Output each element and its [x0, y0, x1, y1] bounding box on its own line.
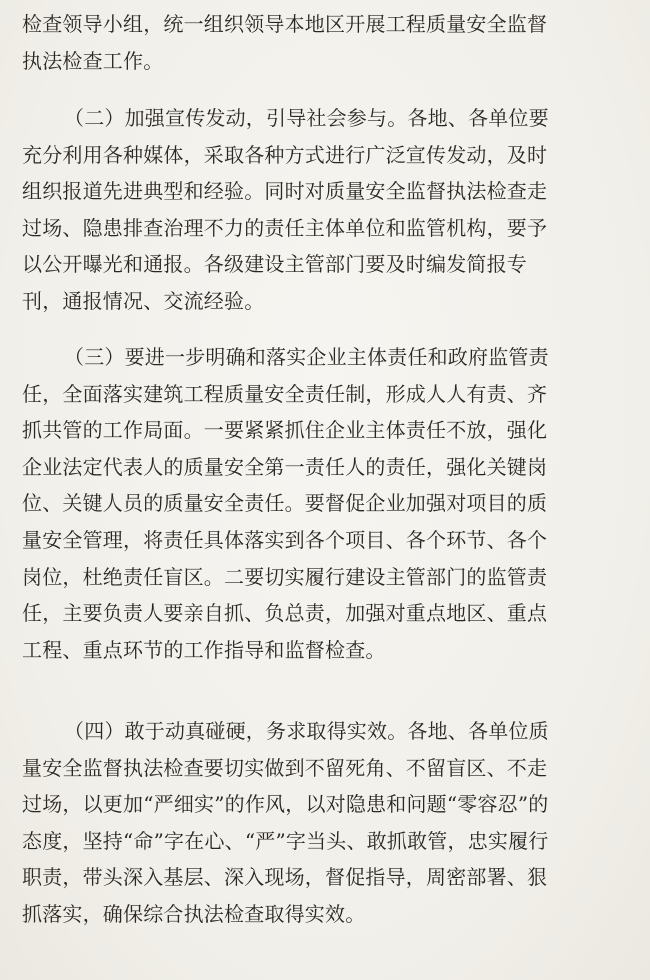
section-3-heading-line: （三）要进一步明确和落实企业主体责任和政府监管责 — [64, 345, 549, 369]
text-line: 以公开曝光和通报。各级建设主管部门要及时编发简报专 — [22, 252, 527, 277]
text-line: 执法检查工作。 — [22, 48, 164, 73]
section-4-paragraph — [22, 713, 622, 933]
intro-paragraph — [22, 6, 622, 79]
section-2-heading-line: （二）加强宣传发动，引导社会参与。各地、各单位要 — [64, 106, 549, 130]
text-line: 工程、重点环节的工作指导和监督检查。 — [22, 637, 386, 662]
text-line: 位、关键人员的质量安全责任。要督促企业加强对项目的质 — [22, 491, 548, 516]
text-line: 任，主要负责人要亲自抓、负总责，加强对重点地区、重点 — [22, 601, 548, 626]
text-line: 态度，坚持“命”字在心、“严”字当头、敢抓敢管，忠实履行 — [22, 828, 549, 853]
text-line: 任，全面落实建筑工程质量安全责任制，形成人人有责、齐 — [22, 381, 548, 406]
text-line: 职责，带头深入基层、深入现场，督促指导，周密部署、狠 — [22, 865, 548, 890]
section-3-paragraph — [22, 339, 622, 668]
text-line: 量安全管理，将责任具体落实到各个项目、各个环节、各个 — [22, 527, 548, 552]
text-line: 充分利用各种媒体，采取各种方式进行广泛宣传发动，及时 — [22, 142, 548, 167]
text-line: 企业法定代表人的质量安全第一责任人的责任，强化关键岗 — [22, 454, 548, 479]
text-line: 检查领导小组，统一组织领导本地区开展工程质量安全监督 — [22, 12, 548, 36]
text-line: 组织报道先进典型和经验。同时对质量安全监督执法检查走 — [22, 179, 548, 204]
section-4-heading-line: （四）敢于动真碰硬，务求取得实效。各地、各单位质 — [64, 719, 549, 743]
text-line: 抓落实，确保综合执法检查取得实效。 — [22, 901, 366, 926]
text-line: 岗位，杜绝责任盲区。二要切实履行建设主管部门的监管责 — [22, 564, 548, 589]
text-line: 过场、隐患排查治理不力的责任主体单位和监管机构，要予 — [22, 215, 548, 240]
section-2-paragraph — [22, 100, 622, 320]
text-line: 量安全监督执法检查要切实做到不留死角、不留盲区、不走 — [22, 755, 548, 780]
text-line: 刊，通报情况、交流经验。 — [22, 288, 265, 313]
text-line: 抓共管的工作局面。一要紧紧抓住企业主体责任不放，强化 — [22, 418, 548, 443]
text-line: 过场，以更加“严细实”的作风，以对隐患和问题“零容忍”的 — [22, 792, 549, 817]
